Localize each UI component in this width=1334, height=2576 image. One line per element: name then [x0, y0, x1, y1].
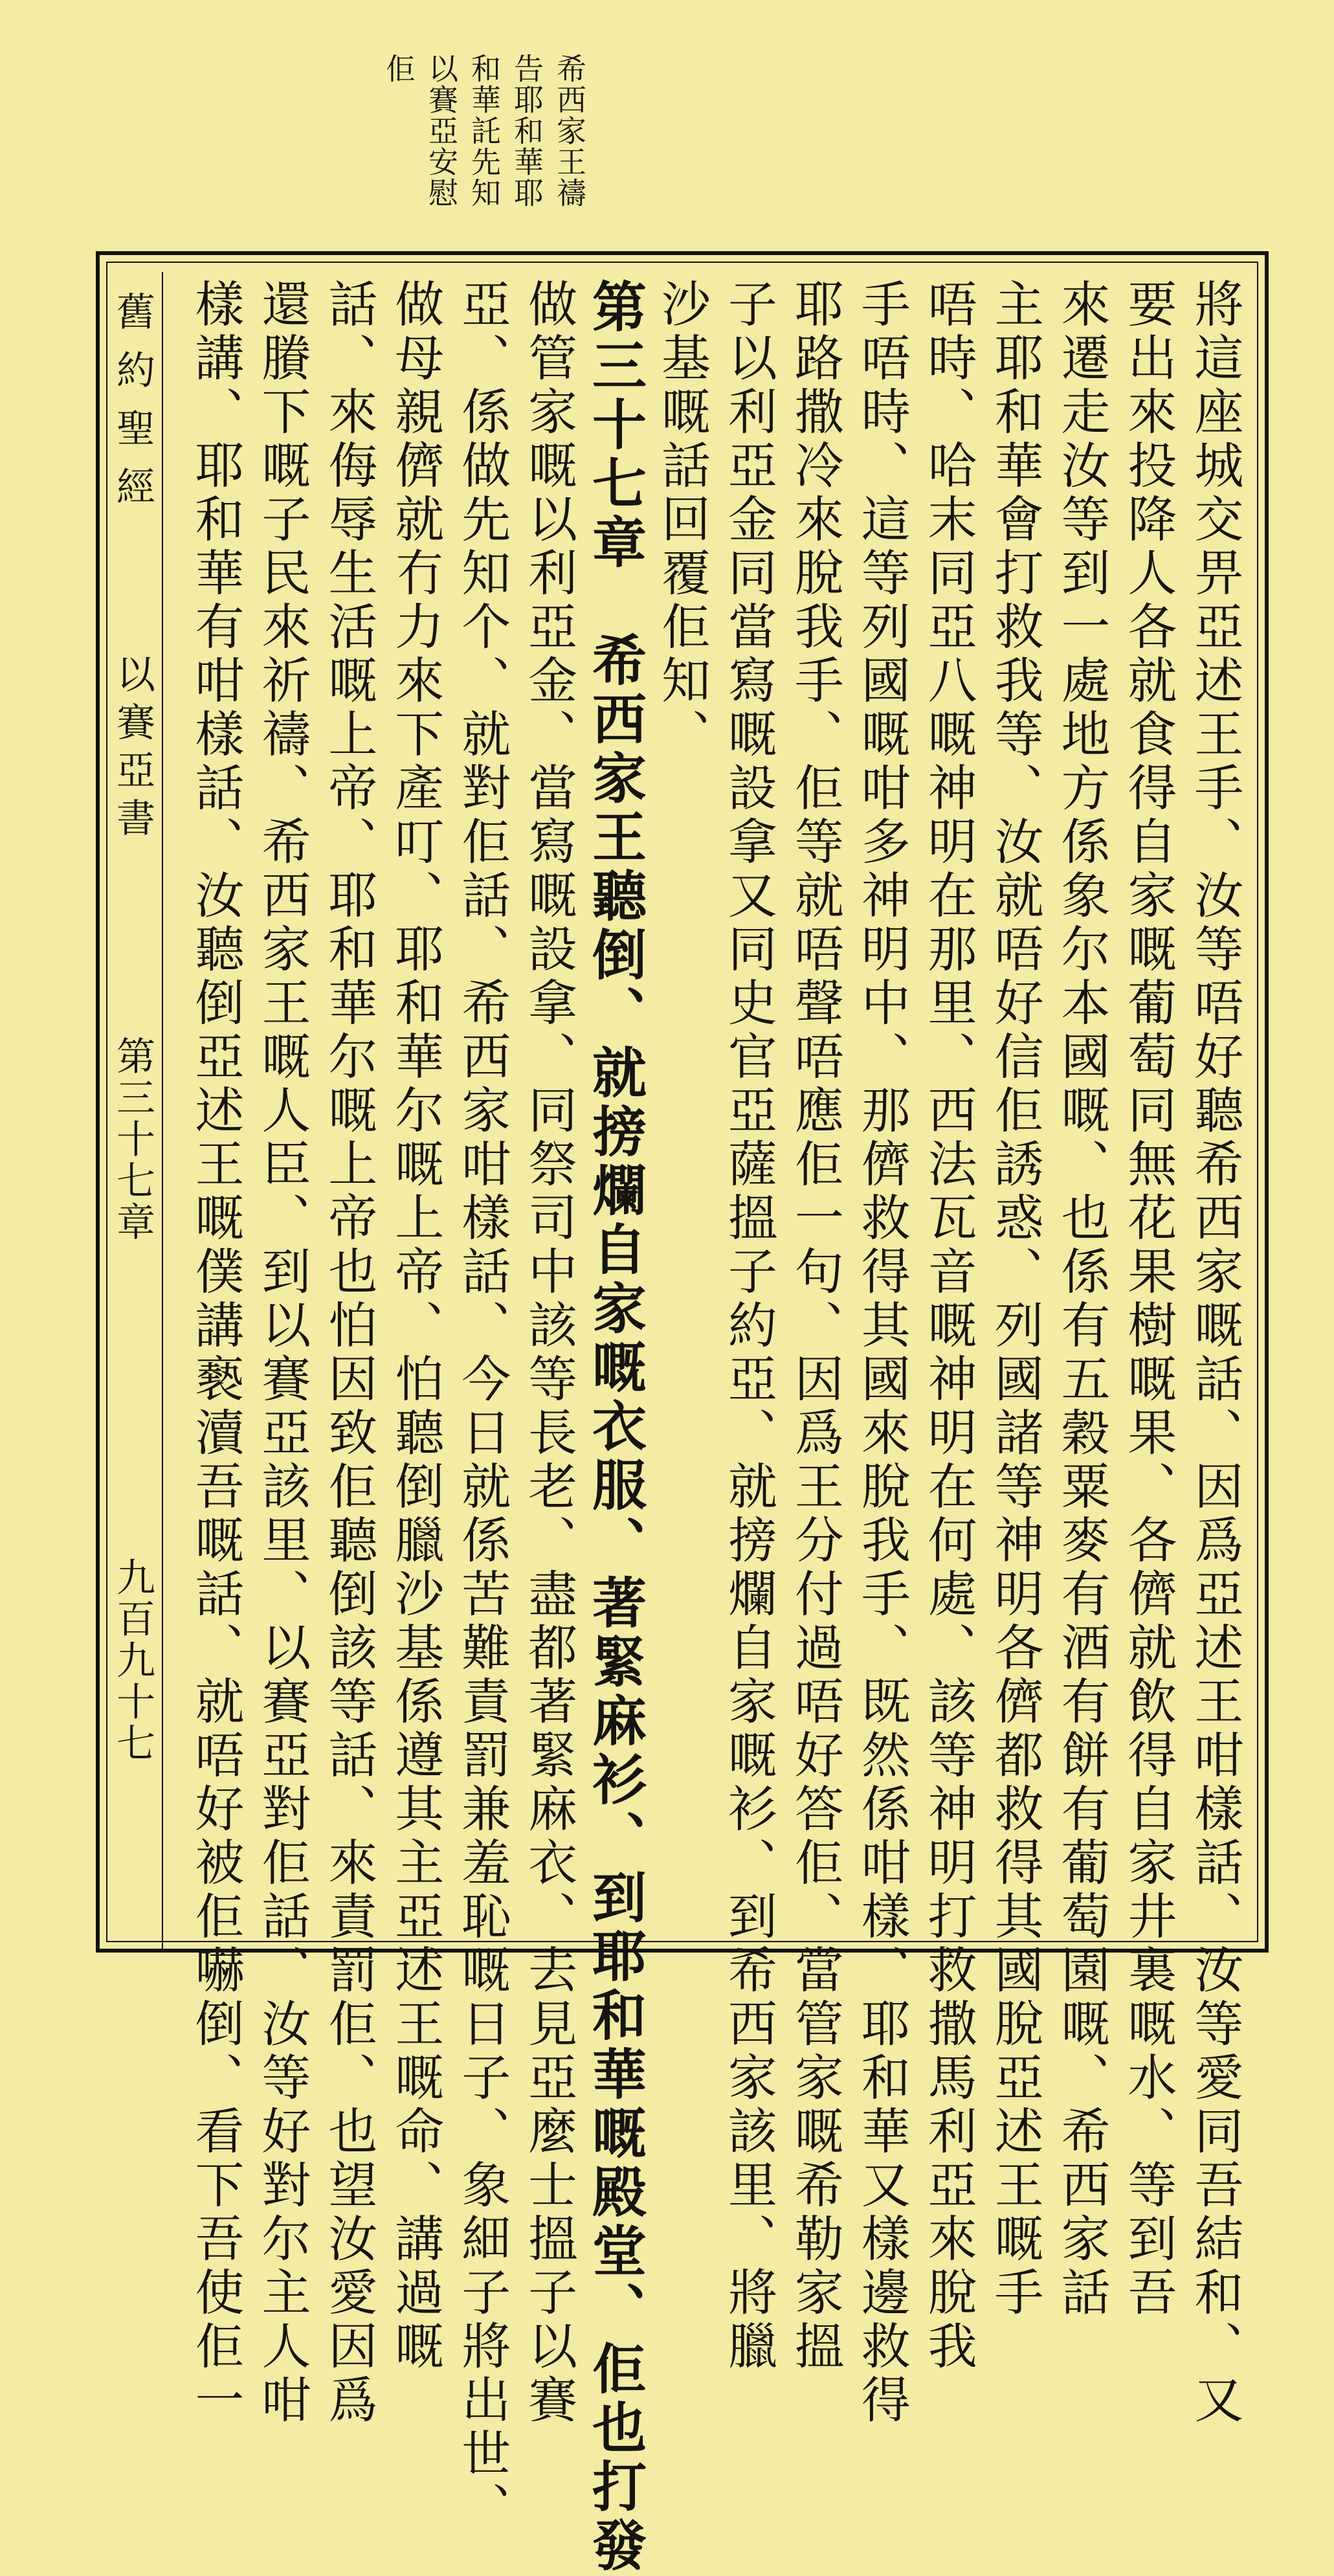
text-body [187, 278, 1244, 2576]
page-number: 九百九十七 [110, 1557, 155, 1764]
text-column: 主耶和華會打救我等、汝就唔好信佢誘惑、列國諸等神明各儕都救得其國脫亞述王嘅手 [986, 278, 1045, 2320]
text-column: 將這座城交畀亞述王手、汝等唔好聽希西家嘅話、因爲亞述王咁樣話、汝等愛同吾結和、又 [1186, 278, 1244, 2428]
chapter-heading-column: 第三十七章 希西家王聽倒、就搒爛自家嘅衣服、著緊麻衫、到耶和華嘅殿堂、佢也打發 [583, 278, 648, 2576]
margin-note-line: 佢 [381, 53, 416, 84]
text-column: 手唔時、這等列國嘅咁多神明中、那儕救得其國來脫我手、既然係咁樣、耶和華又樣邊救得 [853, 278, 911, 2428]
running-header [104, 272, 163, 1949]
text-column: 做母親儕就冇力來下產叮、耶和華尔嘅上帝、怕聽倒臘沙基係遵其主亞述王嘅命、講過嘅 [386, 278, 445, 2374]
margin-note-line: 希西家王禱 [552, 53, 587, 208]
text-column: 子以利亞金同當寫嘅設拿又同史官亞薩搵子約亞、就搒爛自家嘅衫、到希西家該里、將臘 [720, 278, 778, 2374]
text-column: 樣講、耶和華有咁樣話、汝聽倒亞述王嘅僕講褻瀆吾嘅話、就唔好被佢嚇倒、看下吾使佢一 [187, 278, 245, 2428]
text-column: 唔時、哈末同亞八嘅神明在那里、西法瓦音嘅神明在何處、該等神明打救撒馬利亞來脫我 [920, 278, 978, 2374]
margin-note [382, 53, 586, 247]
text-column: 來遷走汝等到一處地方係象尔本國嘅、也係有五穀粟麥有酒有餅有葡萄園嘅、希西家話 [1052, 278, 1111, 2320]
book-title: 舊約聖經 [110, 291, 155, 524]
text-column: 要出來投降人各就食得自家嘅葡萄同無花果樹嘅果、各儕就飲得自家井裏嘅水、等到吾 [1119, 278, 1177, 2320]
text-column: 耶路撒冷來脫我手、佢等就唔聲唔應佢一句、因爲王分付過唔好答佢、當管家嘅希勒家搵 [786, 278, 845, 2374]
text-column: 沙基嘅話回覆佢知、 [653, 278, 711, 762]
margin-note-line: 和華託先知 [467, 53, 502, 208]
text-column: 還賸下嘅子民來祈禱、希西家王嘅人臣、到以賽亞該里、以賽亞對佢話、汝等好對尔主人咁 [253, 278, 311, 2428]
chapter-label: 第三十七章 [110, 1036, 155, 1243]
text-column: 做管家嘅以利亞金、當寫嘅設拿、同祭司中該等長老、盡都著緊麻衣、去見亞麼士搵子以賽 [520, 278, 578, 2428]
margin-note-line: 告耶和華耶 [509, 53, 544, 208]
text-column: 亞、係做先知个、就對佢話、希西家咁樣話、今日就係苦難責罰兼羞恥嘅日子、象細子將出世、 [453, 278, 511, 2535]
book-name: 以賽亞書 [110, 654, 155, 846]
text-column: 話、來侮辱生活嘅上帝、耶和華尔嘅上帝也怕因致佢聽倒該等話、來責罰佢、也望汝愛因爲 [320, 278, 378, 2428]
margin-note-line: 以賽亞安慰 [424, 53, 459, 208]
